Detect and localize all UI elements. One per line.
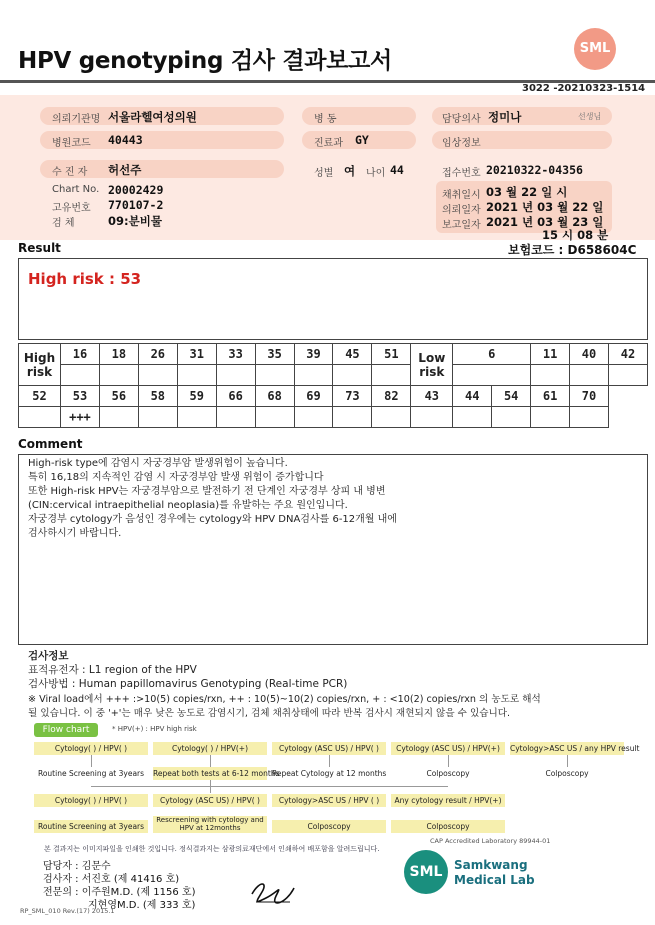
type-cell: 11	[531, 344, 570, 365]
unique-label: 고유번호	[52, 203, 91, 214]
flow-outcome: Repeat both tests at 6-12 months	[153, 769, 280, 778]
patient-name: 허선주	[108, 163, 142, 177]
result-cell	[531, 407, 570, 428]
result-cell	[177, 407, 216, 428]
result-cell	[255, 365, 294, 386]
type-cell: 59	[177, 386, 216, 407]
type-cell: 33	[216, 344, 255, 365]
result-cell	[453, 407, 492, 428]
flow-outcome: Routine Screening at 3years	[37, 769, 145, 778]
flow-arrow	[329, 755, 330, 767]
age: 44	[390, 163, 404, 177]
clinical-info-label: 임상정보	[442, 138, 481, 149]
doctor-name: 정미나	[488, 110, 522, 124]
result-cell	[294, 407, 333, 428]
type-cell: 42	[608, 344, 647, 365]
staff-line: 검사자 : 서진호 (제 41416 호)	[43, 874, 180, 885]
dept-label: 진료과	[314, 138, 343, 149]
type-cell: 54	[492, 386, 531, 407]
comment-line: 또한 High-risk HPV는 자궁경부암으로 발전하기 전 단계인 자궁경부 상피 내 병변	[28, 486, 386, 497]
type-cell: 52	[19, 386, 61, 407]
form-id: RP_SML_010 Rev.(17) 2015.1	[20, 907, 115, 915]
staff-line: 지현영M.D. (제 333 호)	[88, 900, 196, 911]
flow-arrow	[91, 755, 92, 767]
result-cell	[255, 407, 294, 428]
result-cell	[99, 365, 138, 386]
flow-node: Cytology (ASC US) / HPV( )	[153, 794, 267, 807]
ward-label: 병 동	[314, 114, 337, 125]
result-cell	[492, 407, 531, 428]
result-cell	[453, 365, 531, 386]
flow-node: Cytology( ) / HPV(+)	[153, 742, 267, 755]
flow-node: Cytology (ASC US) / HPV( )	[272, 742, 386, 755]
chart-label: Chart No.	[52, 184, 100, 195]
type-cell: 51	[372, 344, 411, 365]
report-date: 2021 년 03 월 23 일	[486, 215, 604, 229]
genotype-row-types2	[19, 386, 648, 407]
sex-label: 성별	[314, 168, 334, 179]
comment-section-title: Comment	[18, 437, 83, 451]
type-cell: 40	[570, 344, 609, 365]
collect-date: 03 월 22 일 시	[486, 185, 568, 199]
flow-outcome: Repeat Cytology at 12 months	[272, 769, 387, 778]
staff-line: 전문의 : 이주원M.D. (제 1156 호)	[43, 887, 196, 898]
flow-outcome: Colposcopy	[272, 820, 386, 833]
type-cell: 16	[61, 344, 100, 365]
flow-outcome: Colposcopy	[545, 769, 589, 778]
type-cell: 53	[61, 386, 100, 407]
specimen-label: 검 체	[52, 218, 75, 229]
insurance-code: 보험코드 : D658604C	[508, 243, 637, 257]
type-cell: 56	[99, 386, 138, 407]
result-cell	[411, 407, 453, 428]
flow-arrow	[448, 755, 449, 767]
chart-number: 20002429	[108, 183, 164, 197]
requesting-org-label: 의뢰기관명	[52, 114, 101, 125]
dept: GY	[355, 133, 369, 147]
hospital-code: 40443	[108, 133, 143, 147]
result-cell	[216, 407, 255, 428]
request-label: 의뢰일자	[442, 205, 481, 216]
test-info-title: 검사정보	[28, 650, 69, 662]
result-cell	[177, 365, 216, 386]
flow-node: Cytology( ) / HPV( )	[34, 794, 148, 807]
doc-id-line1: 3022 -20210323-1514	[522, 83, 646, 94]
report-label: 보고일자	[442, 220, 481, 231]
sml-logo: SML	[574, 28, 616, 70]
specimen: 09:분비물	[108, 214, 162, 228]
type-cell: 45	[333, 344, 372, 365]
request-date: 2021 년 03 월 22 일	[486, 200, 604, 214]
low-risk-header: Low risk	[411, 344, 453, 386]
high-risk-result: High risk : 53	[28, 270, 142, 288]
result-cell	[333, 407, 372, 428]
company-name-1: Samkwang	[454, 858, 528, 872]
result-cell	[61, 365, 100, 386]
positive-result-53: +++	[61, 407, 100, 428]
print-notice: 본 결과지는 이미지파일을 인쇄한 것입니다. 정식결과지는 삼광의료재단에서 인쇄하여 배포함을 알려드립니다.	[44, 845, 380, 853]
flow-outcome: Routine Screening at 3years	[34, 820, 148, 833]
sml-footer-logo: SML	[404, 850, 448, 894]
result-cell	[99, 407, 138, 428]
result-section-title: Result	[18, 241, 61, 255]
comment-line: High-risk type에 감염시 자궁경부암 발생위험이 높습니다.	[28, 458, 288, 469]
comment-line: (CIN:cervical intraepithelial neoplasia)를 유발하는 주요 원인입니다.	[28, 500, 348, 511]
type-cell: 6	[453, 344, 531, 365]
result-cell	[372, 407, 411, 428]
result-cell	[216, 365, 255, 386]
type-cell: 44	[453, 386, 492, 407]
genotype-table	[18, 343, 648, 428]
comment-line: 검사하시기 바랍니다.	[28, 528, 122, 539]
page-title: HPV genotyping 검사 결과보고서	[18, 48, 392, 74]
flowchart-button: Flow chart	[34, 723, 98, 737]
genotype-row-types1	[19, 344, 648, 365]
result-cell	[138, 407, 177, 428]
type-cell: 73	[333, 386, 372, 407]
target-gene: 표적유전자 : L1 region of the HPV	[28, 664, 197, 676]
flow-node: Cytology (ASC US) / HPV(+)	[391, 742, 505, 755]
result-cell	[372, 365, 411, 386]
type-cell: 39	[294, 344, 333, 365]
viral-load-note2: 될 있습니다. 이 중 '+'는 매우 낮은 농도로 감염시기, 검체 채취상태에 따라 반복 검사시 재현되지 않을 수 있습니다.	[28, 708, 511, 719]
accession-number: 20210322-04356	[486, 163, 583, 177]
patient-label: 수 진 자	[52, 167, 88, 178]
result-cell	[294, 365, 333, 386]
flow-node: Any cytology result / HPV(+)	[391, 794, 505, 807]
result-cell	[570, 365, 609, 386]
hospital-code-label: 병원코드	[52, 138, 91, 149]
type-cell: 58	[138, 386, 177, 407]
unique-number: 770107-2	[108, 198, 164, 212]
type-cell: 35	[255, 344, 294, 365]
flow-node: Cytology>ASC US / any HPV result	[510, 744, 640, 753]
flow-node: Cytology>ASC US / HPV ( )	[272, 794, 386, 807]
requesting-org: 서울라헬여성의원	[108, 110, 197, 124]
staff-line: 담당자 : 김문수	[43, 861, 111, 872]
doctor-label: 담당의사	[442, 114, 481, 125]
result-cell	[570, 407, 609, 428]
cap-accreditation: CAP Accredited Laboratory 89944-01	[430, 837, 551, 845]
type-cell: 31	[177, 344, 216, 365]
genotype-row-results2	[19, 407, 648, 428]
result-cell	[608, 365, 647, 386]
type-cell: 18	[99, 344, 138, 365]
type-cell: 69	[294, 386, 333, 407]
flow-arrow	[567, 755, 568, 767]
accession-label: 접수번호	[442, 168, 481, 179]
result-cell	[531, 365, 570, 386]
comment-line: 특히 16,18의 지속적인 감염 시 자궁경부암 발생 위험이 증가합니다	[28, 472, 324, 483]
flow-outcome: Colposcopy	[391, 820, 505, 833]
viral-load-note: ※ Viral load에서 +++ :>10(5) copies/rxn, ++ : 10(5)~10(2) copies/rxn, + : <10(2) copies/rxn 의 농도로 해석	[28, 694, 541, 705]
report-time: 15 시 08 분	[542, 228, 609, 242]
type-cell: 70	[570, 386, 609, 407]
flowchart-legend: * HPV(+) : HPV high risk	[112, 725, 197, 733]
type-cell: 82	[372, 386, 411, 407]
sex: 여	[344, 164, 356, 178]
type-cell: 66	[216, 386, 255, 407]
test-method: 검사방법 : Human papillomavirus Genotyping (Real-time PCR)	[28, 678, 348, 690]
flow-outcome: Rescreening with cytology and HPV at 12months	[153, 816, 267, 833]
signature-image	[246, 874, 298, 908]
flow-arrow	[210, 755, 211, 767]
flow-outcome: Colposcopy	[426, 769, 470, 778]
result-cell	[19, 407, 61, 428]
type-cell: 43	[411, 386, 453, 407]
result-cell	[138, 365, 177, 386]
genotype-row-results1	[19, 365, 648, 386]
collect-label: 채취일시	[442, 190, 481, 201]
type-cell: 61	[531, 386, 570, 407]
doctor-suffix: 선생님	[578, 112, 602, 121]
comment-line: 자궁경부 cytology가 음성인 경우에는 cytology와 HPV DNA검사를 6-12개월 내에	[28, 514, 397, 525]
high-risk-header: High risk	[19, 344, 61, 386]
company-name-2: Medical Lab	[454, 873, 535, 887]
result-cell	[333, 365, 372, 386]
age-label: 나이	[366, 168, 386, 179]
flow-node: Cytology( ) / HPV( )	[34, 742, 148, 755]
type-cell: 68	[255, 386, 294, 407]
flow-connector	[91, 786, 448, 787]
type-cell: 26	[138, 344, 177, 365]
